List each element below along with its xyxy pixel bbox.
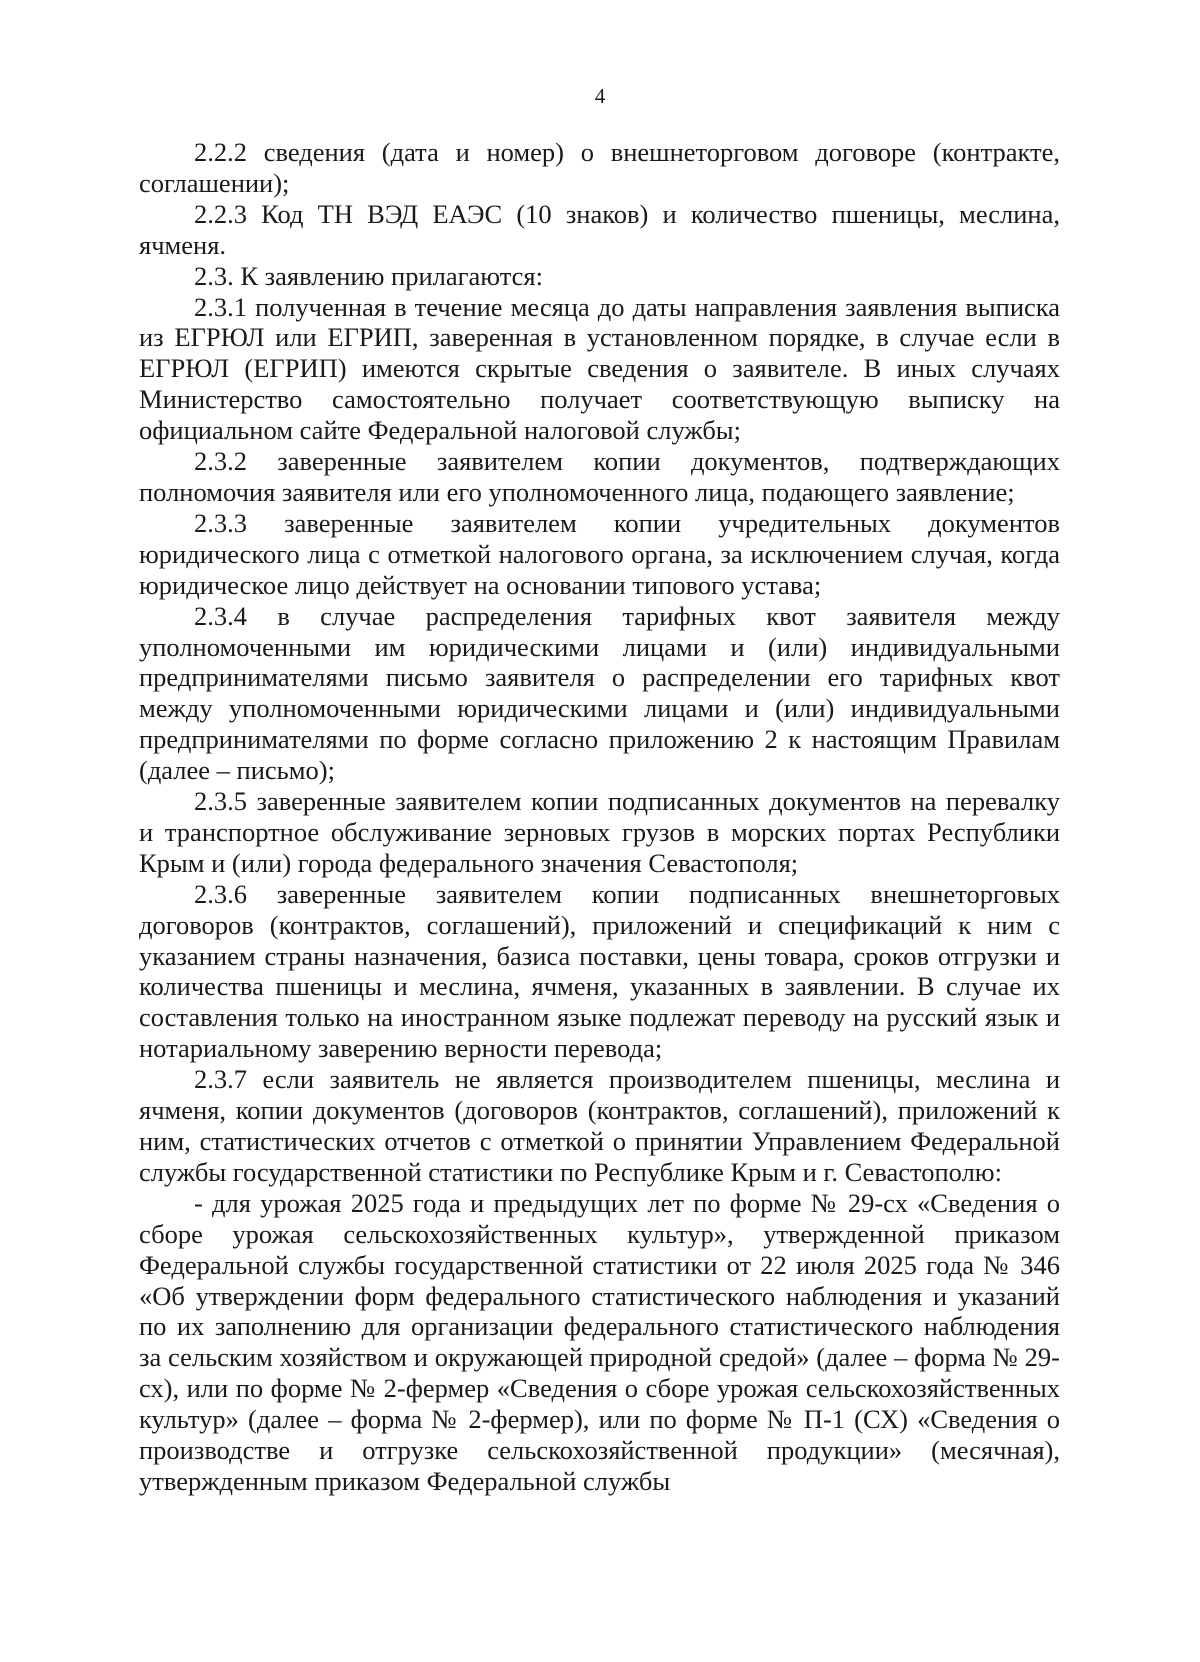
paragraph-2-3-2: 2.3.2 заверенные заявителем копии документов, подтверждающих полномочия заявителя или его уполномоченного лица, подающего заявление; bbox=[139, 446, 1060, 507]
paragraph-2-3: 2.3. К заявлению прилагаются: bbox=[194, 260, 543, 291]
paragraph-2-3-3: 2.3.3 заверенные заявителем копии учредительных документов юридического лица с отметкой налогового органа, за исключением случая, когда юридическое лицо действует на основании типового устава; bbox=[139, 507, 1060, 600]
page-number: 4 bbox=[594, 84, 606, 108]
paragraph-2-2-3: 2.2.3 Код ТН ВЭД ЕАЭС (10 знаков) и количество пшеницы, меслина, ячменя. bbox=[139, 198, 1060, 260]
paragraph-2-3-1: 2.3.1 полученная в течение месяца до даты направления заявления выписка из ЕГРЮЛ или ЕГРИП, заверенная в установленном порядке, в случае если в ЕГРЮЛ (ЕГРИП) имеются скрытые сведения о заявителе. В иных случаях Министерство самостоятельно получает соответствующую выписку на официальном сайте Федеральной налоговой службы; bbox=[139, 291, 1060, 446]
paragraph-2-3-6: 2.3.6 заверенные заявителем копии подписанных внешнеторговых договоров (контрактов, соглашений), приложений и спецификаций к ним с указанием страны назначения, базиса поставки, цены товара, сроков отгрузки и количества пшеницы и меслина, ячменя, указанных в заявлении. В случае их составления только на иностранном языке подлежат переводу на русский язык и нотариальному заверению верности перевода; bbox=[139, 878, 1060, 1064]
paragraph-2-3-5: 2.3.5 заверенные заявителем копии подписанных документов на перевалку и транспортное обслуживание зерновых грузов в морских портах Республики Крым и (или) города федерального значения Севастополя; bbox=[139, 786, 1060, 878]
paragraph-2-2-2: 2.2.2 сведения (дата и номер) о внешнеторговом договоре (контракте, соглашении); bbox=[139, 137, 1060, 198]
paragraph-2-3-4: 2.3.4 в случае распределения тарифных квот заявителя между уполномоченными им юридическими лицами и (или) индивидуальными предпринимателями письмо заявителя о распределении его тарифных квот между уполномоченными юридическими лицами и (или) индивидуальными предпринимателями по форме согласно приложению 2 к настоящим Правилам (далее – письмо); bbox=[139, 600, 1060, 786]
document-body bbox=[139, 137, 1060, 1497]
paragraph-harvest-2025: - для урожая 2025 года и предыдущих лет по форме № 29-сх «Сведения о сборе урожая сельскохозяйственных культур», утвержденной приказом Федеральной службы государственной статистики от 22 июля 2025 года № 346 «Об утверждении форм федерального статистического наблюдения и указаний по их заполнению для организации федерального статистического наблюдения за сельским хозяйством и окружающей природной средой» (далее – форма № 29-сх), или по форме № 2-фермер «Сведения о сборе урожая сельскохозяйственных культур» (далее – форма № 2-фермер), или по форме № П-1 (СХ) «Сведения о производстве и отгрузке сельскохозяйственной продукции» (месячная), утвержденным приказом Федеральной службы bbox=[139, 1187, 1060, 1496]
paragraph-2-3-7: 2.3.7 если заявитель не является производителем пшеницы, меслина и ячменя, копии документов (договоров (контрактов, соглашений), приложений к ним, статистических отчетов с отметкой о принятии Управлением Федеральной службы государственной статистики по Республике Крым и г. Севастополю: bbox=[139, 1064, 1060, 1187]
